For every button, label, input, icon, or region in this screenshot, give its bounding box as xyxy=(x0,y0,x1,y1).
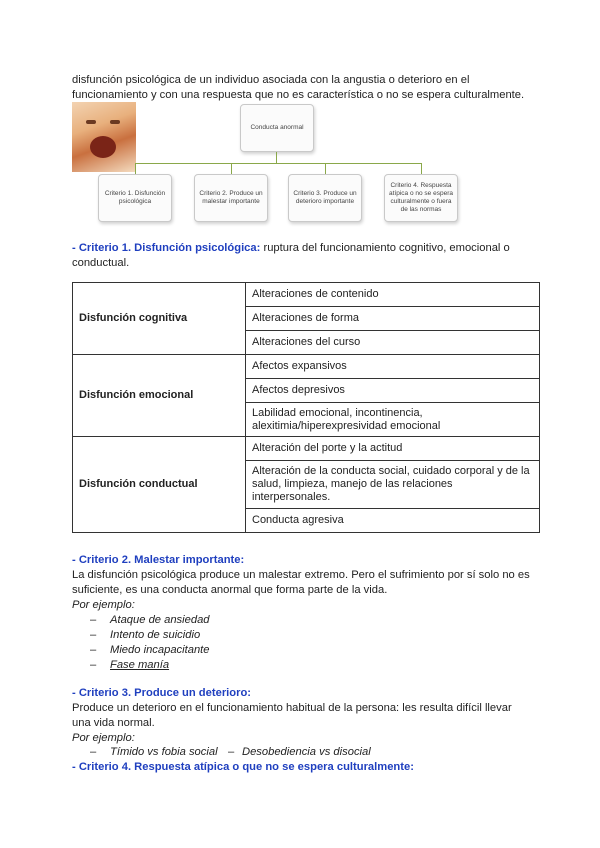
table-cell: Alteración de la conducta social, cuidado corporal y de la salud, limpieza, manejo de las relaciones interpersonales. xyxy=(246,461,540,509)
table-cell: Conducta agresiva xyxy=(246,509,540,533)
bullet-dash: – xyxy=(90,644,97,656)
diagram-child-box-4: Criterio 4. Respuesta atípica o no se espera culturalmente o fuera de las normas xyxy=(384,174,458,222)
list-item: Fase manía xyxy=(110,659,170,671)
diagram-connector-1 xyxy=(135,163,136,174)
criterio3-label: - Criterio 3. Produce un deterioro: xyxy=(72,687,252,699)
group-header-emocional: Disfunción emocional xyxy=(73,355,246,437)
diagram-connector-bar xyxy=(135,163,421,164)
table-cell: Afectos depresivos xyxy=(246,379,540,403)
criterio1-heading xyxy=(72,241,510,255)
table-cell: Labilidad emocional, incontinencia, alexitimia/hiperexpresividad emocional xyxy=(246,403,540,437)
diagram-child-box-2: Criterio 2. Produce un malestar importante xyxy=(194,174,268,222)
diagram-child-box-3: Criterio 3. Produce un deterioro importante xyxy=(288,174,362,222)
criterio2-label: - Criterio 2. Malestar importante: xyxy=(72,554,245,566)
diagram-connector-2 xyxy=(231,163,232,174)
table-cell: Alteración del porte y la actitud xyxy=(246,437,540,461)
group-header-conductual: Disfunción conductual xyxy=(73,437,246,533)
eye-left xyxy=(86,120,96,124)
table-row xyxy=(73,355,540,379)
table-cell: Alteraciones de forma xyxy=(246,307,540,331)
list-item: Desobediencia vs disocial xyxy=(242,746,371,758)
list-item: Tímido vs fobia social xyxy=(110,746,218,758)
table-cell: Afectos expansivos xyxy=(246,355,540,379)
table-cell: Alteraciones de contenido xyxy=(246,283,540,307)
criterio3-example-label: Por ejemplo: xyxy=(72,732,135,744)
diagram-root-box: Conducta anormal xyxy=(240,104,314,152)
screaming-face-image xyxy=(72,102,136,172)
diagram-connector-stem xyxy=(276,152,277,163)
diagram-connector-3 xyxy=(325,163,326,174)
list-item: Intento de suicidio xyxy=(110,629,201,641)
bullet-dash: – xyxy=(90,659,97,671)
list-item: Miedo incapacitante xyxy=(110,644,210,656)
dysfunction-table xyxy=(72,282,540,533)
bullet-dash: – xyxy=(90,629,97,641)
criterio1-text-1: ruptura del funcionamiento cognitivo, emocional o xyxy=(260,242,510,254)
list-item: Ataque de ansiedad xyxy=(110,614,210,626)
intro-line-2: funcionamiento y con una respuesta que no es característica o no se espera culturalmente. xyxy=(72,89,525,101)
bullet-dash: – xyxy=(90,614,97,626)
criterio4-label: - Criterio 4. Respuesta atípica o que no se espera culturalmente: xyxy=(72,761,414,773)
bullet-dash: – xyxy=(228,746,235,758)
diagram-child-box-1: Criterio 1. Disfunción psicológica xyxy=(98,174,172,222)
eye-right xyxy=(110,120,120,124)
bullet-dash: – xyxy=(90,746,97,758)
table-row xyxy=(73,437,540,461)
group-header-cognitiva: Disfunción cognitiva xyxy=(73,283,246,355)
criterio3-text-2: una vida normal. xyxy=(72,717,155,729)
diagram-connector-4 xyxy=(421,163,422,174)
criterio2-text-2: suficiente, es una conducta anormal que forma parte de la vida. xyxy=(72,584,388,596)
criterio2-text-1: La disfunción psicológica produce un malestar extremo. Pero el sufrimiento por sí solo no es xyxy=(72,569,530,581)
table-cell: Alteraciones del curso xyxy=(246,331,540,355)
criterio2-example-label: Por ejemplo: xyxy=(72,599,135,611)
criterio1-label: - Criterio 1. Disfunción psicológica: xyxy=(72,242,261,254)
criterio1-text-2: conductual. xyxy=(72,257,130,269)
table-row xyxy=(73,283,540,307)
criterio3-text-1: Produce un deterioro en el funcionamiento habitual de la persona: les resulta difícil llevar xyxy=(72,702,512,714)
intro-line-1: disfunción psicológica de un individuo asociada con la angustia o deterioro en el xyxy=(72,74,470,86)
mouth xyxy=(90,136,116,158)
